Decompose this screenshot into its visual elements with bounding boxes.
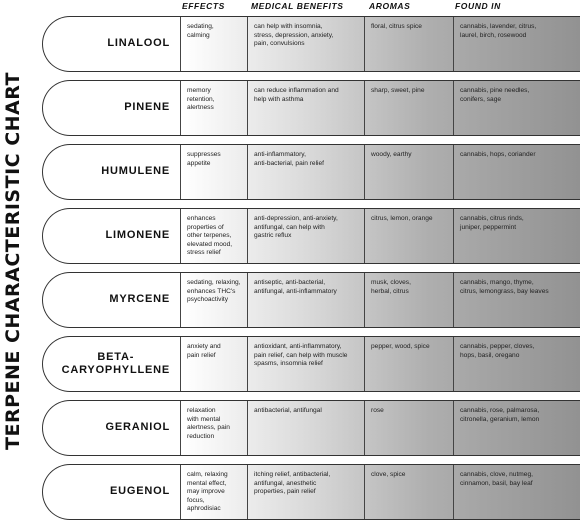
terpene-row — [42, 80, 580, 136]
medical-benefits-cell: antioxidant, anti-inflammatory, pain relief, can help with muscle spasms, insomnia relief — [247, 337, 364, 391]
terpene-name: EUGENOL — [110, 485, 170, 498]
found-in-cell: cannabis, citrus rinds, juniper, peppermint — [453, 209, 580, 263]
effects-cell: calm, relaxing mental effect, may improve focus, aphrodisiac — [180, 465, 247, 519]
found-in-cell: cannabis, rose, palmarosa, citronella, geranium, lemon — [453, 401, 580, 455]
header-found-in: FOUND IN — [455, 1, 501, 11]
terpene-name: GERANIOL — [105, 421, 170, 434]
found-in-cell: cannabis, hops, coriander — [453, 145, 580, 199]
aromas-cell: woody, earthy — [364, 145, 453, 199]
terpene-name: PINENE — [124, 101, 170, 114]
found-in-cell: cannabis, pine needles, conifers, sage — [453, 81, 580, 135]
terpene-row — [42, 272, 580, 328]
found-in-cell: cannabis, clove, nutmeg, cinnamon, basil, bay leaf — [453, 465, 580, 519]
chart-title — [0, 0, 26, 522]
terpene-row — [42, 336, 580, 392]
aromas-cell: clove, spice — [364, 465, 453, 519]
found-in-cell: cannabis, pepper, cloves, hops, basil, oregano — [453, 337, 580, 391]
effects-cell: sedating, relaxing, enhances THC's psychoactivity — [180, 273, 247, 327]
terpene-name: LINALOOL — [107, 37, 170, 50]
header-medical-benefits: MEDICAL BENEFITS — [251, 1, 344, 11]
terpene-name: LIMONENE — [105, 229, 170, 242]
medical-benefits-cell: antiseptic, anti-bacterial, antifungal, anti-inflammatory — [247, 273, 364, 327]
effects-cell: memory retention, alertness — [180, 81, 247, 135]
terpene-row — [42, 16, 580, 72]
aromas-cell: floral, citrus spice — [364, 17, 453, 71]
aromas-cell: musk, cloves, herbal, citrus — [364, 273, 453, 327]
found-in-cell: cannabis, lavender, citrus, laurel, birch, rosewood — [453, 17, 580, 71]
terpene-row — [42, 400, 580, 456]
effects-cell: enhances properties of other terpenes, elevated mood, stress relief — [180, 209, 247, 263]
header-effects: EFFECTS — [182, 1, 225, 11]
terpene-name: MYRCENE — [109, 293, 170, 306]
effects-cell: sedating, calming — [180, 17, 247, 71]
terpene-name: BETA- CARYOPHYLLENE — [61, 350, 170, 376]
terpene-name: HUMULENE — [101, 165, 170, 178]
header-aromas: AROMAS — [369, 1, 411, 11]
medical-benefits-cell: can reduce inflammation and help with asthma — [247, 81, 364, 135]
aromas-cell: citrus, lemon, orange — [364, 209, 453, 263]
column-header-row — [0, 0, 580, 14]
terpene-row — [42, 144, 580, 200]
medical-benefits-cell: anti-inflammatory, anti-bacterial, pain relief — [247, 145, 364, 199]
medical-benefits-cell: itching relief, antibacterial, antifungal, anesthetic properties, pain relief — [247, 465, 364, 519]
aromas-cell: sharp, sweet, pine — [364, 81, 453, 135]
effects-cell: relaxation with mental alertness, pain reduction — [180, 401, 247, 455]
aromas-cell: pepper, wood, spice — [364, 337, 453, 391]
medical-benefits-cell: antibacterial, antifungal — [247, 401, 364, 455]
medical-benefits-cell: can help with insomnia, stress, depression, anxiety, pain, convulsions — [247, 17, 364, 71]
effects-cell: anxiety and pain relief — [180, 337, 247, 391]
aromas-cell: rose — [364, 401, 453, 455]
found-in-cell: cannabis, mango, thyme, citrus, lemongrass, bay leaves — [453, 273, 580, 327]
effects-cell: suppresses appetite — [180, 145, 247, 199]
chart-title-text: TERPENE CHARACTERISTIC CHART — [2, 72, 24, 450]
medical-benefits-cell: anti-depression, anti-anxiety, antifungal, can help with gastric reflux — [247, 209, 364, 263]
terpene-row — [42, 464, 580, 520]
terpene-row — [42, 208, 580, 264]
